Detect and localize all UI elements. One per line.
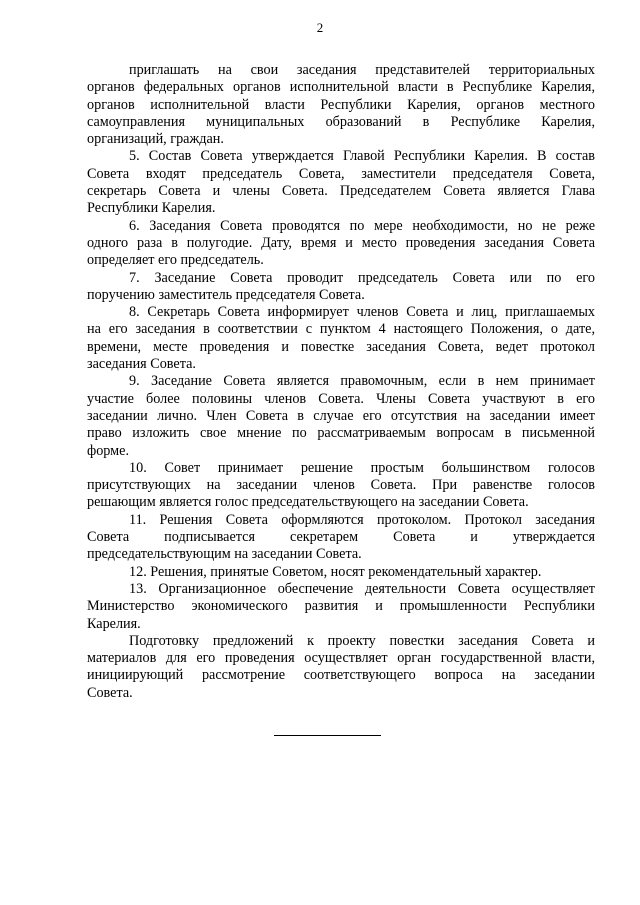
paragraph [87, 373, 595, 459]
paragraph-line: Министерство экономического развития и промышленности Республики [87, 598, 595, 615]
paragraph-line: 8. Секретарь Совета информирует членов Совета и лиц, приглашаемых [129, 304, 595, 321]
paragraph [87, 564, 595, 581]
paragraph-line: 9. Заседание Совета является правомочным, если в нем принимает [129, 373, 595, 390]
paragraph-line: Совета входят председатель Совета, заместители председателя Совета, [87, 165, 595, 182]
paragraph [87, 218, 595, 270]
paragraph-line: приглашать на свои заседания представителей территориальных [129, 62, 595, 78]
paragraph [87, 581, 595, 633]
paragraph-line: 7. Заседание Совета проводит председатель Совета или по его [129, 269, 595, 286]
paragraph-line: 12. Решения, принятые Советом, носят рекомендательный характер. [129, 563, 542, 580]
paragraph-line: Подготовку предложений к проекту повестки заседания Совета и [129, 632, 595, 649]
paragraph-line: на его заседания в соответствии с пунктом 4 настоящего Положения, о дате, [87, 321, 595, 338]
paragraph-line: органов федеральных органов исполнительной власти в Республике Карелия, [87, 79, 595, 96]
paragraph-line: 13. Организационное обеспечение деятельности Совета осуществляет [129, 580, 595, 597]
paragraph-line: форме. [87, 442, 129, 459]
paragraph [87, 512, 595, 564]
paragraph [87, 62, 595, 148]
page-number: 2 [316, 20, 324, 35]
paragraph-line: самоуправления муниципальных образований в Республике Карелия, [87, 113, 595, 130]
paragraph-line: председательствующим на заседании Совета. [87, 546, 362, 563]
paragraph-line: присутствующих на заседании членов Совета. При равенстве голосов [87, 477, 595, 494]
paragraph-line: право изложить свое мнение по рассматриваемым вопросам в письменной [87, 425, 595, 442]
paragraph-line: Республики Карелия. [87, 200, 216, 217]
paragraph [87, 633, 595, 702]
paragraph-line: 10. Совет принимает решение простым большинством голосов [129, 459, 595, 476]
paragraph-line: определяет его председатель. [87, 252, 264, 269]
paragraph-line: 11. Решения Совета оформляются протоколом. Протокол заседания [129, 511, 595, 528]
paragraph [87, 270, 595, 305]
paragraph-line: времени, месте проведения и повестке заседания Совета, ведет протокол [87, 338, 595, 355]
paragraph-line: заседания Совета. [87, 356, 196, 373]
paragraph-line: Совета. [87, 684, 133, 701]
paragraph-line: одного раза в полугодие. Дату, время и место проведения заседания Совета [87, 234, 595, 251]
paragraph-line: участие более половины членов Совета. Члены Совета участвуют в его [87, 390, 595, 407]
paragraph [87, 460, 595, 512]
paragraph-line: 6. Заседания Совета проводятся по мере необходимости, но не реже [129, 217, 595, 234]
end-separator-line [274, 735, 381, 736]
paragraph-line: органов исполнительной власти Республики Карелия, органов местного [87, 96, 595, 113]
paragraph-line: заседании лично. Член Совета в случае его отсутствия на заседании имеет [87, 407, 595, 424]
paragraph-line: поручению заместитель председателя Совета. [87, 286, 365, 303]
paragraph [87, 148, 595, 217]
paragraph-line: Совета подписывается секретарем Совета и утверждается [87, 529, 595, 546]
paragraph-line: 5. Состав Совета утверждается Главой Республики Карелия. В состав [129, 148, 595, 165]
paragraph-line: материалов для его проведения осуществляет орган государственной власти, [87, 650, 595, 667]
paragraph-line: организаций, граждан. [87, 131, 224, 148]
document-body [87, 62, 595, 702]
paragraph [87, 304, 595, 373]
paragraph-line: секретарь Совета и члены Совета. Председателем Совета является Глава [87, 183, 595, 200]
paragraph-line: решающим является голос председательствующего на заседании Совета. [87, 494, 529, 511]
paragraph-line: Карелия. [87, 615, 141, 632]
paragraph-line: инициирующий рассмотрение соответствующего вопроса на заседании [87, 667, 595, 684]
